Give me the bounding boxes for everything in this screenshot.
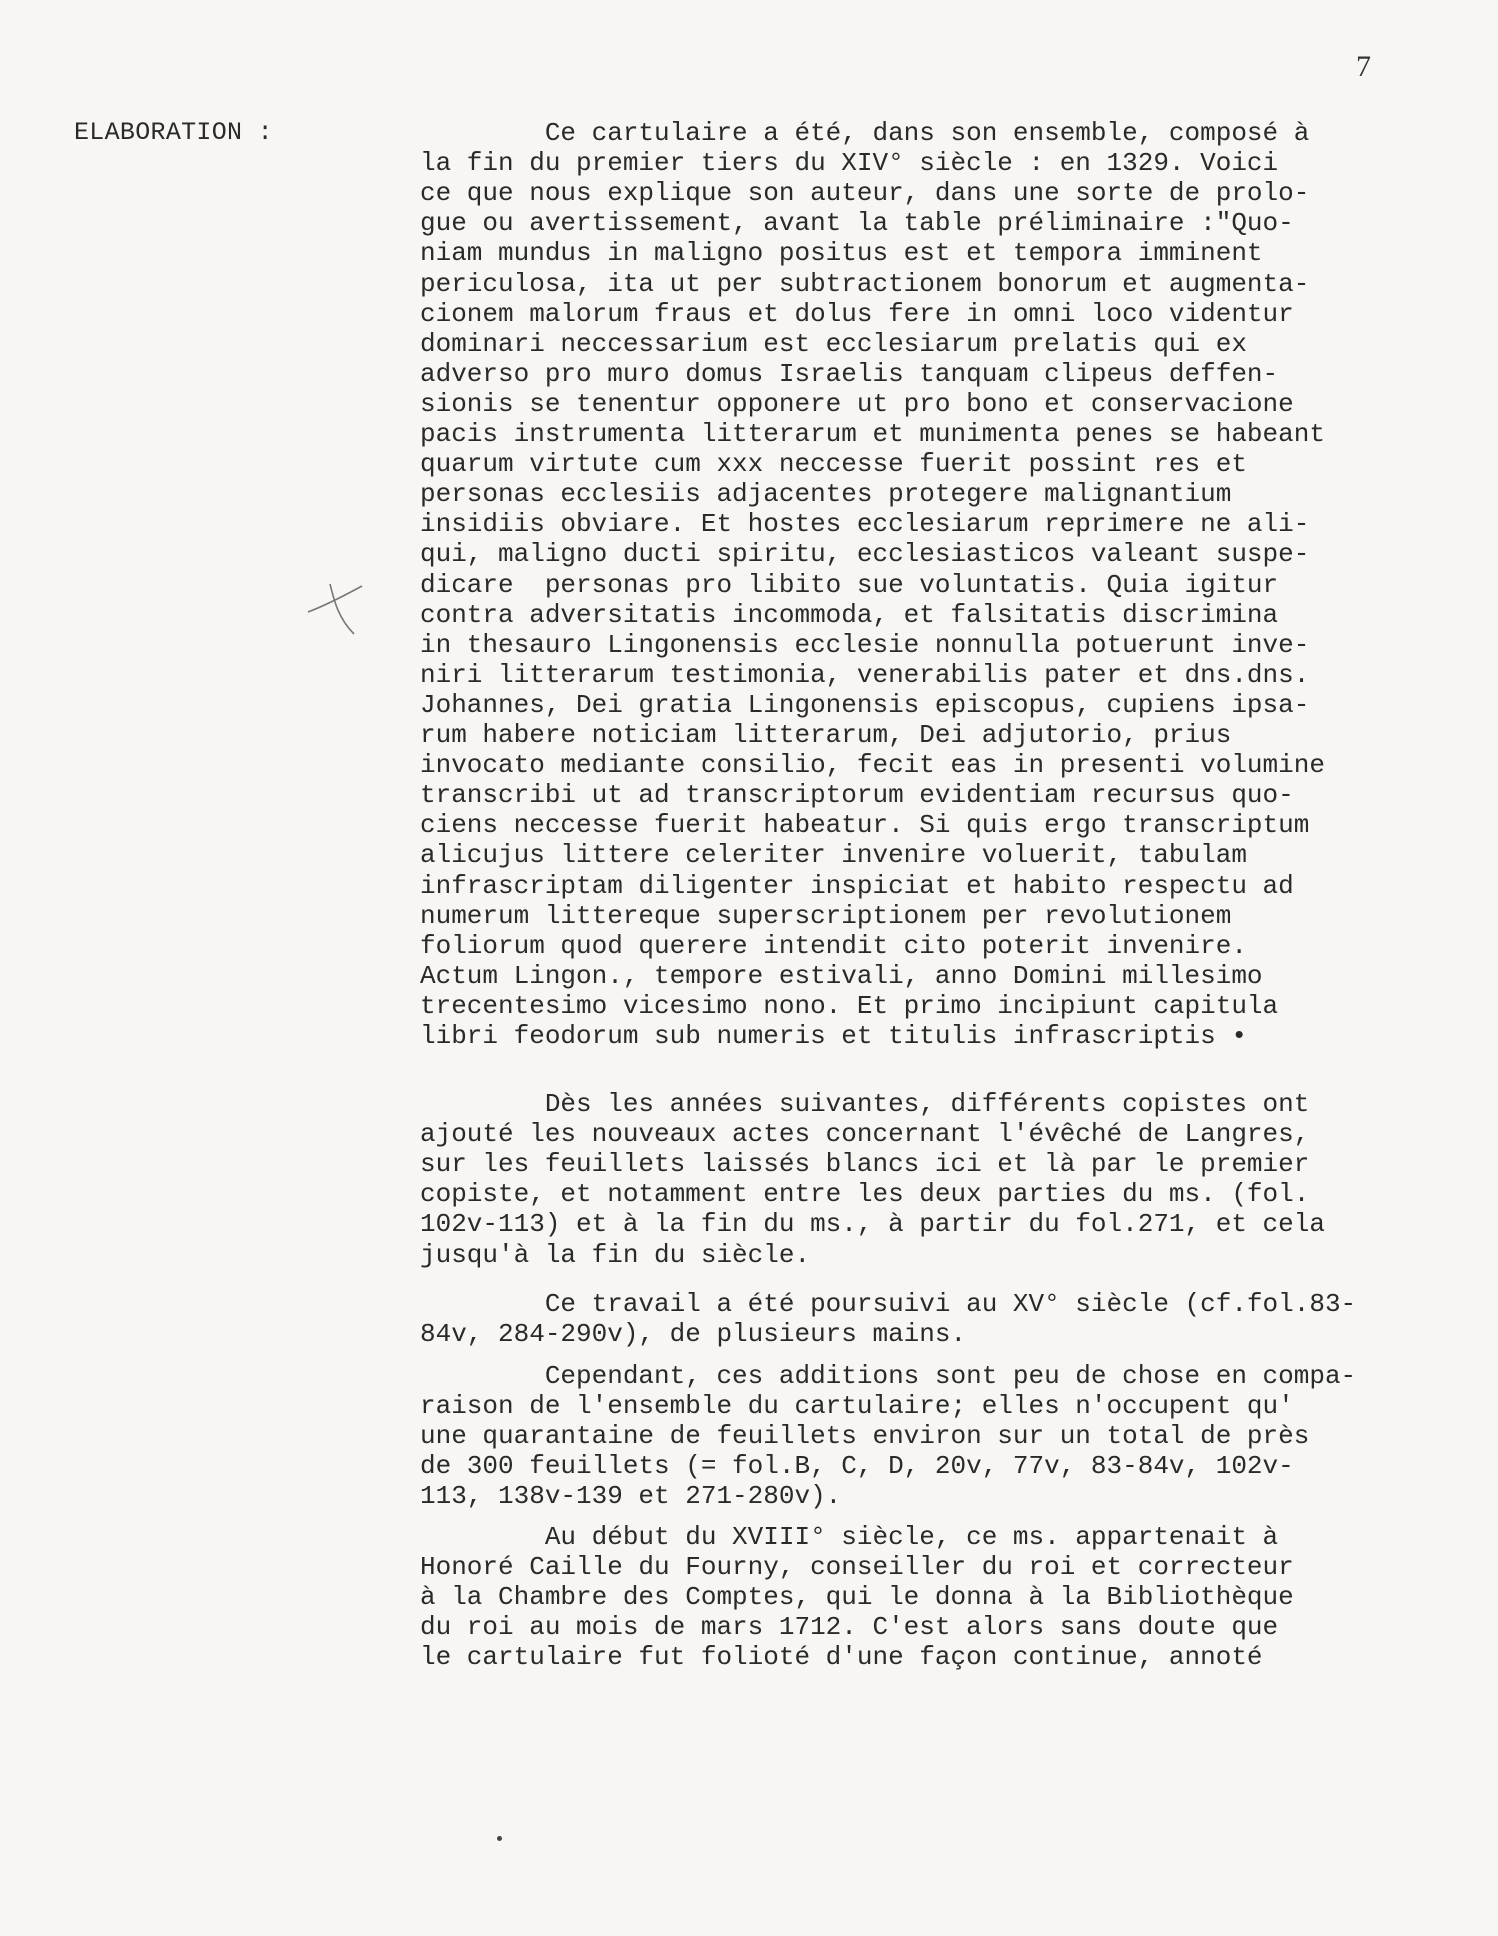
handwritten-x-mark-icon <box>300 578 370 643</box>
text-line: raison de l'ensemble du cartulaire; elles n'occupent qu' <box>420 1391 1294 1422</box>
text-line: gue ou avertissement, avant la table préliminaire :"Quo- <box>420 208 1294 239</box>
text-line: in thesauro Lingonensis ecclesie nonnulla potuerunt inve- <box>420 629 1310 660</box>
text-line: sur les feuillets laissés blancs ici et là par le premier <box>420 1149 1310 1180</box>
text-line: cionem malorum fraus et dolus fere in omni loco videntur <box>420 298 1294 329</box>
text-line: dominari neccessarium est ecclesiarum prelatis qui ex <box>420 328 1247 359</box>
text-line: quarum virtute cum xxx neccesse fuerit possint res et <box>420 449 1247 480</box>
text-line: alicujus littere celeriter invenire voluerit, tabulam <box>420 840 1247 871</box>
text-line: ce que nous explique son auteur, dans une sorte de prolo- <box>420 178 1310 209</box>
text-line: trecentesimo vicesimo nono. Et primo incipiunt capitula <box>420 990 1279 1021</box>
text-line: ajouté les nouveaux actes concernant l'évêché de Langres, <box>420 1119 1310 1150</box>
text-line: Johannes, Dei gratia Lingonensis episcopus, cupiens ipsa- <box>420 689 1310 720</box>
text-line: Au début du XVIII° siècle, ce ms. appartenait à <box>420 1522 1279 1552</box>
text-line: niam mundus in maligno positus est et tempora imminent <box>420 238 1263 269</box>
text-line: dicare personas pro libito sue voluntatis. Quia igitur <box>420 569 1279 600</box>
text-line: foliorum quod querere intendit cito poterit invenire. <box>420 930 1247 961</box>
text-line: adverso pro muro domus Israelis tanquam clipeus deffen- <box>420 358 1279 389</box>
section-label: ELABORATION : <box>74 118 273 147</box>
text-line: une quarantaine de feuillets environ sur un total de près <box>420 1421 1310 1452</box>
text-line: sionis se tenentur opponere ut pro bono et conservacione <box>420 388 1294 419</box>
text-line: Ce travail a été poursuivi au XV° siècle (cf.fol.83- <box>420 1289 1357 1319</box>
text-line: 84v, 284-290v), de plusieurs mains. <box>420 1319 967 1350</box>
text-line: 113, 138v-139 et 271-280v). <box>420 1481 842 1512</box>
stray-ink-dot <box>497 1836 502 1841</box>
text-line: transcribi ut ad transcriptorum evidentiam recursus quo- <box>420 780 1294 811</box>
text-line: à la Chambre des Comptes, qui le donna à la Bibliothèque <box>420 1582 1294 1613</box>
text-line: personas ecclesiis adjacentes protegere malignantium <box>420 479 1232 510</box>
text-line: rum habere noticiam litterarum, Dei adjutorio, prius <box>420 720 1232 750</box>
text-line: Honoré Caille du Fourny, conseiller du roi et correcteur <box>420 1552 1294 1583</box>
text-line: contra adversitatis incommoda, et falsitatis discrimina <box>420 599 1279 630</box>
text-line: la fin du premier tiers du XIV° siècle : en 1329. Voici <box>420 148 1279 179</box>
text-line: qui, maligno ducti spiritu, ecclesiasticos valeant suspe- <box>420 539 1310 570</box>
text-line: libri feodorum sub numeris et titulis infrascriptis • <box>420 1021 1247 1051</box>
text-line: jusqu'à la fin du siècle. <box>420 1239 811 1270</box>
page-number: 7 <box>1356 50 1371 83</box>
text-line: de 300 feuillets (= fol.B, C, D, 20v, 77v, 83-84v, 102v- <box>420 1451 1294 1482</box>
text-line: niri litterarum testimonia, venerabilis pater et dns.dns. <box>420 659 1310 690</box>
text-line: Actum Lingon., tempore estivali, anno Domini millesimo <box>420 960 1263 991</box>
text-line: Cependant, ces additions sont peu de chose en compa- <box>420 1361 1357 1391</box>
text-line: 102v-113) et à la fin du ms., à partir du fol.271, et cela <box>420 1209 1325 1240</box>
text-line: le cartulaire fut folioté d'une façon continue, annoté <box>420 1642 1263 1673</box>
text-line: copiste, et notamment entre les deux parties du ms. (fol. <box>420 1179 1310 1210</box>
text-line: invocato mediante consilio, fecit eas in presenti volumine <box>420 750 1325 781</box>
text-line: insidiis obviare. Et hostes ecclesiarum reprimere ne ali- <box>420 509 1310 540</box>
text-line: numerum littereque superscriptionem per revolutionem <box>420 900 1232 931</box>
text-line: ciens neccesse fuerit habeatur. Si quis ergo transcriptum <box>420 810 1310 841</box>
text-line: periculosa, ita ut per subtractionem bonorum et augmenta- <box>420 268 1310 299</box>
text-line: Dès les années suivantes, différents copistes ont <box>420 1089 1310 1119</box>
text-line: Ce cartulaire a été, dans son ensemble, composé à <box>420 118 1310 148</box>
text-line: du roi au mois de mars 1712. C'est alors sans doute que <box>420 1612 1279 1643</box>
text-line: pacis instrumenta litterarum et munimenta penes se habeant <box>420 419 1325 449</box>
text-line: infrascriptam diligenter inspiciat et habito respectu ad <box>420 870 1294 901</box>
